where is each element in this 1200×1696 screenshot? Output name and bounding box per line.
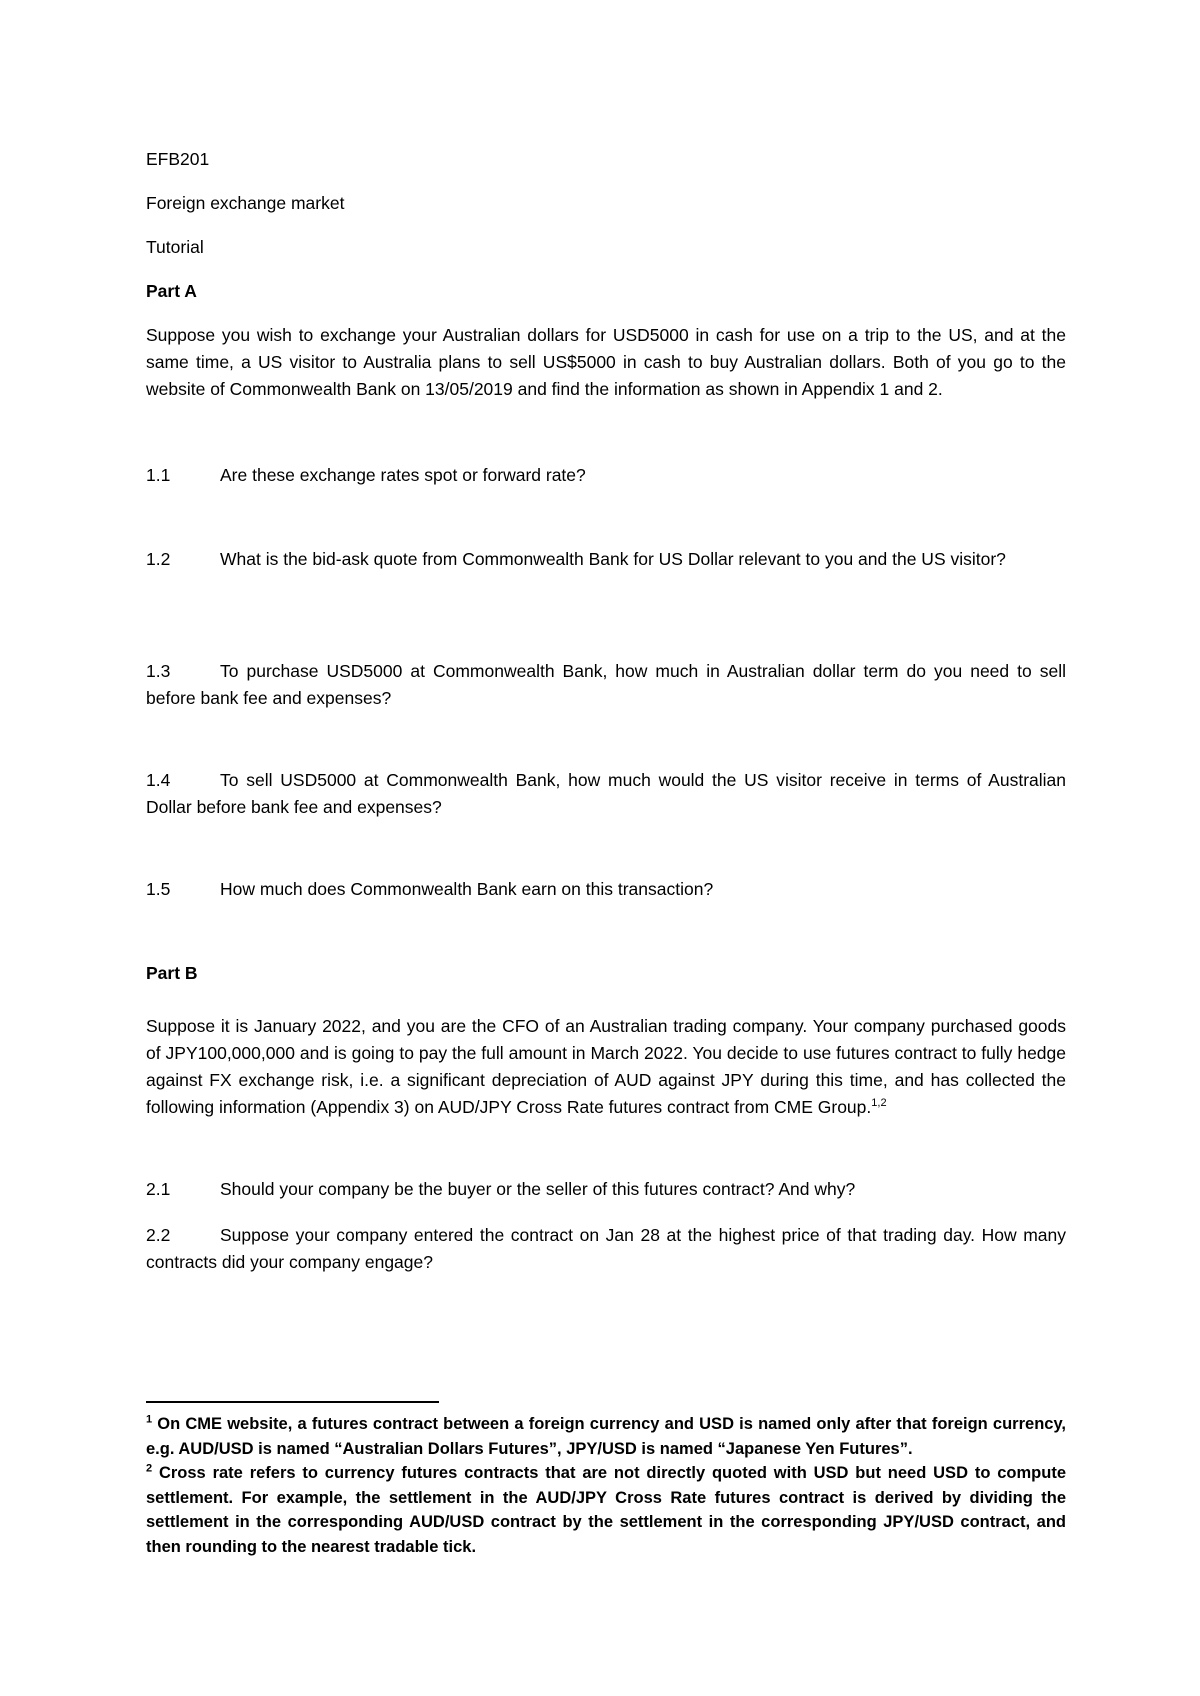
part-b-intro-text: Suppose it is January 2022, and you are the CFO of an Australian trading company. Your company purchased goods of JPY100,000,000 and is going to pay the full amount in March 2022. You decide to use futures contract to fully hedge against FX exchange risk, i.e. a significant depreciation of AUD against JPY during this time, and has collected the following information (Appendix 3) on AUD/JPY Cross Rate futures contract from CME Group. (146, 1016, 1066, 1117)
question-number: 1.2 (146, 549, 171, 569)
question-1-4 (146, 767, 1066, 821)
footnote-2 (146, 1461, 1066, 1559)
course-code: EFB201 (146, 149, 210, 169)
question-2-1 (146, 1176, 1066, 1203)
question-number: 2.1 (146, 1179, 171, 1199)
question-text: Are these exchange rates spot or forward rate? (220, 465, 586, 485)
question-number: 2.2 (146, 1225, 171, 1245)
question-text: How much does Commonwealth Bank earn on this transaction? (220, 879, 714, 899)
part-b-heading: Part B (146, 963, 198, 983)
question-text: What is the bid-ask quote from Commonwealth Bank for US Dollar relevant to you and the US visitor? (220, 549, 1006, 569)
question-1-2 (146, 546, 1066, 573)
document-type: Tutorial (146, 237, 204, 257)
footnote-reference: 1,2 (871, 1097, 887, 1110)
question-text: Should your company be the buyer or the seller of this futures contract? And why? (220, 1179, 856, 1199)
question-text: To sell USD5000 at Commonwealth Bank, how much would the US visitor receive in terms of Australian Dollar before bank fee and expenses? (146, 770, 1066, 817)
question-1-5 (146, 876, 1066, 903)
question-text: Suppose your company entered the contract on Jan 28 at the highest price of that trading day. How many contracts did your company engage? (146, 1225, 1066, 1272)
question-1-1 (146, 462, 1066, 489)
footnote-text: On CME website, a futures contract between a foreign currency and USD is named only after that foreign currency, e.g. AUD/USD is named “Australian Dollars Futures”, JPY/USD is named “Japanese Yen Futures”. (146, 1415, 1066, 1458)
question-2-2 (146, 1222, 1066, 1276)
question-number: 1.5 (146, 879, 171, 899)
question-number: 1.3 (146, 661, 171, 681)
question-number: 1.1 (146, 465, 171, 485)
footnote-mark: 2 (146, 1462, 153, 1475)
question-1-3 (146, 658, 1066, 712)
question-number: 1.4 (146, 770, 171, 790)
footnote-1 (146, 1412, 1066, 1461)
footnote-mark: 1 (146, 1413, 153, 1426)
footnote-separator (146, 1401, 439, 1403)
part-b-intro (146, 1013, 1066, 1121)
document-topic: Foreign exchange market (146, 193, 345, 213)
question-text: To purchase USD5000 at Commonwealth Bank, how much in Australian dollar term do you need to sell before bank fee and expenses? (146, 661, 1066, 708)
part-a-heading: Part A (146, 281, 197, 301)
footnote-text: Cross rate refers to currency futures contracts that are not directly quoted with USD but need USD to compute settlement. For example, the settlement in the AUD/JPY Cross Rate futures contract is derived by dividing the settlement in the corresponding AUD/USD contract by the settlement in the corresponding JPY/USD contract, and then rounding to the nearest tradable tick. (146, 1464, 1066, 1556)
part-a-intro: Suppose you wish to exchange your Australian dollars for USD5000 in cash for use on a trip to the US, and at the same time, a US visitor to Australia plans to sell US$5000 in cash to buy Australian dollars. Both of you go to the website of Commonwealth Bank on 13/05/2019 and find the information as shown in Appendix 1 and 2. (146, 325, 1066, 399)
